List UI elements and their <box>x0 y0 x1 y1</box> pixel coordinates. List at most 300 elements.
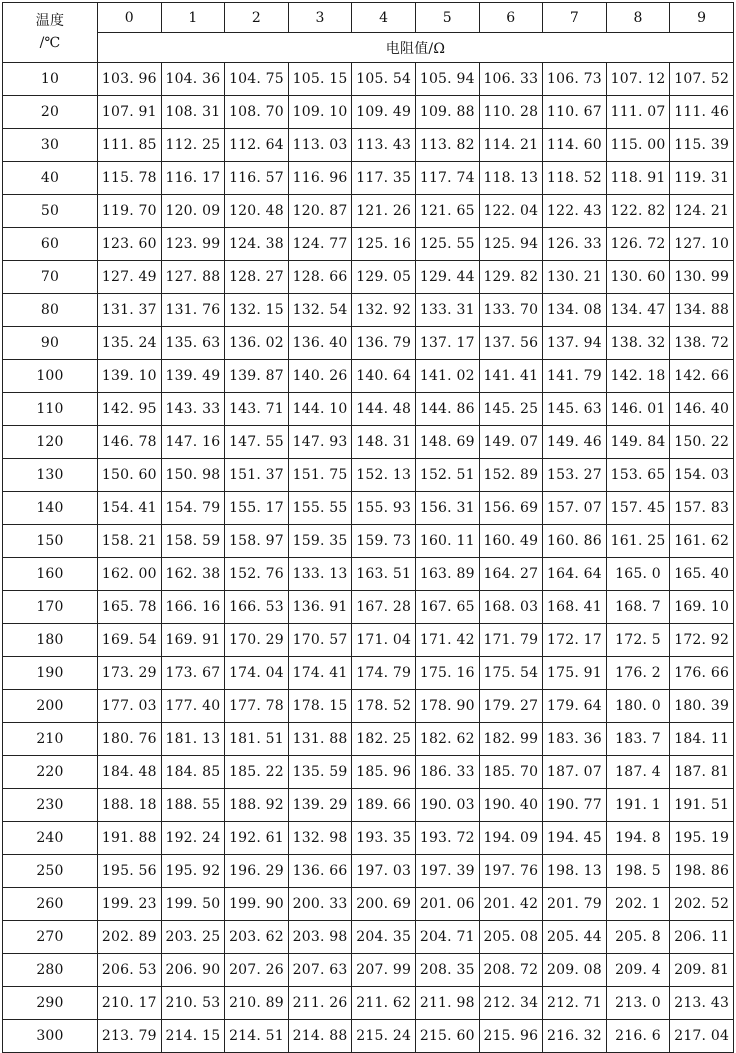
temperature-cell: 70 <box>3 261 98 294</box>
resistance-cell: 141. 41 <box>479 360 543 393</box>
resistance-cell: 134. 88 <box>670 294 734 327</box>
resistance-cell: 202. 1 <box>606 888 670 921</box>
table-row <box>3 558 734 591</box>
resistance-cell: 210. 53 <box>161 987 225 1020</box>
resistance-cell: 111. 46 <box>670 96 734 129</box>
resistance-cell: 132. 92 <box>352 294 416 327</box>
resistance-cell: 163. 51 <box>352 558 416 591</box>
resistance-cell: 197. 76 <box>479 855 543 888</box>
resistance-cell: 147. 16 <box>161 426 225 459</box>
resistance-cell: 109. 10 <box>288 96 352 129</box>
resistance-cell: 151. 75 <box>288 459 352 492</box>
resistance-cell: 129. 44 <box>415 261 479 294</box>
resistance-cell: 159. 73 <box>352 525 416 558</box>
table-row <box>3 987 734 1020</box>
resistance-cell: 177. 78 <box>225 690 289 723</box>
resistance-cell: 116. 96 <box>288 162 352 195</box>
resistance-cell: 125. 16 <box>352 228 416 261</box>
resistance-cell: 207. 63 <box>288 954 352 987</box>
resistance-cell: 182. 25 <box>352 723 416 756</box>
temperature-cell: 180 <box>3 624 98 657</box>
temperature-cell: 190 <box>3 657 98 690</box>
resistance-cell: 197. 39 <box>415 855 479 888</box>
resistance-cell: 103. 96 <box>98 63 162 96</box>
resistance-cell: 190. 03 <box>415 789 479 822</box>
resistance-cell: 139. 29 <box>288 789 352 822</box>
resistance-cell: 171. 42 <box>415 624 479 657</box>
table-row <box>3 294 734 327</box>
temperature-cell: 130 <box>3 459 98 492</box>
resistance-cell: 213. 0 <box>606 987 670 1020</box>
resistance-cell: 116. 57 <box>225 162 289 195</box>
resistance-cell: 209. 4 <box>606 954 670 987</box>
table-row <box>3 426 734 459</box>
resistance-cell: 122. 04 <box>479 195 543 228</box>
resistance-cell: 136. 40 <box>288 327 352 360</box>
resistance-cell: 143. 33 <box>161 393 225 426</box>
resistance-cell: 214. 51 <box>225 1020 289 1053</box>
resistance-cell: 207. 99 <box>352 954 416 987</box>
resistance-cell: 108. 31 <box>161 96 225 129</box>
column-header-6: 6 <box>479 3 543 33</box>
table-row <box>3 1020 734 1053</box>
resistance-cell: 111. 07 <box>606 96 670 129</box>
resistance-cell: 154. 79 <box>161 492 225 525</box>
resistance-cell: 117. 35 <box>352 162 416 195</box>
resistance-cell: 142. 95 <box>98 393 162 426</box>
table-row <box>3 954 734 987</box>
resistance-cell: 110. 28 <box>479 96 543 129</box>
resistance-cell: 165. 40 <box>670 558 734 591</box>
resistance-cell: 124. 38 <box>225 228 289 261</box>
resistance-cell: 173. 29 <box>98 657 162 690</box>
resistance-cell: 166. 16 <box>161 591 225 624</box>
resistance-cell: 139. 49 <box>161 360 225 393</box>
resistance-cell: 162. 00 <box>98 558 162 591</box>
resistance-cell: 114. 60 <box>543 129 607 162</box>
temperature-cell: 150 <box>3 525 98 558</box>
resistance-cell: 164. 64 <box>543 558 607 591</box>
resistance-cell: 131. 88 <box>288 723 352 756</box>
temperature-cell: 240 <box>3 822 98 855</box>
resistance-cell: 158. 97 <box>225 525 289 558</box>
header-row-resistance <box>3 33 734 63</box>
resistance-cell: 158. 21 <box>98 525 162 558</box>
resistance-cell: 115. 00 <box>606 129 670 162</box>
resistance-cell: 211. 62 <box>352 987 416 1020</box>
resistance-cell: 115. 39 <box>670 129 734 162</box>
column-header-1: 1 <box>161 3 225 33</box>
resistance-cell: 205. 08 <box>479 921 543 954</box>
resistance-cell: 149. 07 <box>479 426 543 459</box>
resistance-cell: 174. 79 <box>352 657 416 690</box>
table-row <box>3 624 734 657</box>
resistance-cell: 175. 91 <box>543 657 607 690</box>
resistance-cell: 136. 02 <box>225 327 289 360</box>
resistance-cell: 194. 09 <box>479 822 543 855</box>
resistance-cell: 121. 26 <box>352 195 416 228</box>
resistance-cell: 160. 11 <box>415 525 479 558</box>
resistance-cell: 183. 7 <box>606 723 670 756</box>
resistance-cell: 213. 43 <box>670 987 734 1020</box>
resistance-cell: 157. 45 <box>606 492 670 525</box>
temperature-cell: 230 <box>3 789 98 822</box>
resistance-cell: 212. 71 <box>543 987 607 1020</box>
resistance-cell: 213. 79 <box>98 1020 162 1053</box>
resistance-cell: 133. 31 <box>415 294 479 327</box>
resistance-cell: 112. 25 <box>161 129 225 162</box>
resistance-cell: 152. 51 <box>415 459 479 492</box>
resistance-cell: 122. 82 <box>606 195 670 228</box>
temperature-cell: 110 <box>3 393 98 426</box>
resistance-cell: 104. 75 <box>225 63 289 96</box>
resistance-cell: 108. 70 <box>225 96 289 129</box>
resistance-cell: 171. 79 <box>479 624 543 657</box>
resistance-cell: 193. 35 <box>352 822 416 855</box>
resistance-cell: 121. 65 <box>415 195 479 228</box>
table-row <box>3 459 734 492</box>
resistance-cell: 125. 94 <box>479 228 543 261</box>
resistance-cell: 177. 40 <box>161 690 225 723</box>
temperature-header <box>3 3 98 63</box>
resistance-cell: 120. 87 <box>288 195 352 228</box>
resistance-cell: 105. 54 <box>352 63 416 96</box>
resistance-cell: 195. 92 <box>161 855 225 888</box>
table-row <box>3 393 734 426</box>
resistance-cell: 144. 48 <box>352 393 416 426</box>
resistance-cell: 105. 94 <box>415 63 479 96</box>
table-row <box>3 162 734 195</box>
table-row <box>3 723 734 756</box>
resistance-cell: 204. 71 <box>415 921 479 954</box>
resistance-cell: 156. 69 <box>479 492 543 525</box>
resistance-cell: 204. 35 <box>352 921 416 954</box>
resistance-cell: 155. 17 <box>225 492 289 525</box>
resistance-cell: 130. 60 <box>606 261 670 294</box>
table-row <box>3 855 734 888</box>
table-row <box>3 591 734 624</box>
temperature-cell: 210 <box>3 723 98 756</box>
resistance-cell: 136. 91 <box>288 591 352 624</box>
resistance-cell: 172. 5 <box>606 624 670 657</box>
resistance-cell: 138. 32 <box>606 327 670 360</box>
resistance-cell: 168. 41 <box>543 591 607 624</box>
temperature-cell: 260 <box>3 888 98 921</box>
resistance-cell: 141. 79 <box>543 360 607 393</box>
table-row <box>3 525 734 558</box>
resistance-cell: 106. 73 <box>543 63 607 96</box>
column-header-7: 7 <box>543 3 607 33</box>
resistance-cell: 202. 89 <box>98 921 162 954</box>
resistance-cell: 170. 57 <box>288 624 352 657</box>
resistance-cell: 168. 03 <box>479 591 543 624</box>
resistance-cell: 128. 66 <box>288 261 352 294</box>
resistance-cell: 170. 29 <box>225 624 289 657</box>
resistance-cell: 138. 72 <box>670 327 734 360</box>
resistance-cell: 181. 51 <box>225 723 289 756</box>
resistance-cell: 211. 26 <box>288 987 352 1020</box>
resistance-cell: 208. 72 <box>479 954 543 987</box>
temperature-cell: 50 <box>3 195 98 228</box>
resistance-cell: 182. 99 <box>479 723 543 756</box>
resistance-cell: 206. 53 <box>98 954 162 987</box>
resistance-cell: 128. 27 <box>225 261 289 294</box>
temperature-cell: 40 <box>3 162 98 195</box>
resistance-cell: 118. 91 <box>606 162 670 195</box>
resistance-cell: 197. 03 <box>352 855 416 888</box>
resistance-cell: 136. 79 <box>352 327 416 360</box>
resistance-cell: 140. 26 <box>288 360 352 393</box>
column-header-9: 9 <box>670 3 734 33</box>
resistance-cell: 216. 32 <box>543 1020 607 1053</box>
resistance-cell: 142. 66 <box>670 360 734 393</box>
resistance-cell: 203. 25 <box>161 921 225 954</box>
table-row <box>3 129 734 162</box>
resistance-cell: 198. 13 <box>543 855 607 888</box>
resistance-cell: 150. 98 <box>161 459 225 492</box>
resistance-cell: 130. 21 <box>543 261 607 294</box>
resistance-cell: 113. 82 <box>415 129 479 162</box>
table-row <box>3 888 734 921</box>
resistance-cell: 147. 93 <box>288 426 352 459</box>
resistance-cell: 169. 54 <box>98 624 162 657</box>
temperature-cell: 290 <box>3 987 98 1020</box>
resistance-cell: 164. 27 <box>479 558 543 591</box>
resistance-cell: 169. 91 <box>161 624 225 657</box>
resistance-cell: 131. 76 <box>161 294 225 327</box>
resistance-cell: 132. 54 <box>288 294 352 327</box>
resistance-cell: 210. 17 <box>98 987 162 1020</box>
resistance-cell: 184. 85 <box>161 756 225 789</box>
resistance-cell: 125. 55 <box>415 228 479 261</box>
resistance-cell: 112. 64 <box>225 129 289 162</box>
resistance-cell: 195. 56 <box>98 855 162 888</box>
resistance-cell: 133. 13 <box>288 558 352 591</box>
resistance-cell: 148. 31 <box>352 426 416 459</box>
resistance-cell: 178. 52 <box>352 690 416 723</box>
resistance-cell: 107. 52 <box>670 63 734 96</box>
resistance-cell: 193. 72 <box>415 822 479 855</box>
temperature-cell: 220 <box>3 756 98 789</box>
resistance-cell: 119. 70 <box>98 195 162 228</box>
resistance-cell: 129. 82 <box>479 261 543 294</box>
resistance-cell: 144. 10 <box>288 393 352 426</box>
resistance-cell: 203. 98 <box>288 921 352 954</box>
resistance-cell: 174. 04 <box>225 657 289 690</box>
resistance-cell: 158. 59 <box>161 525 225 558</box>
resistance-cell: 123. 60 <box>98 228 162 261</box>
resistance-cell: 194. 8 <box>606 822 670 855</box>
resistance-cell: 198. 5 <box>606 855 670 888</box>
resistance-cell: 139. 87 <box>225 360 289 393</box>
resistance-cell: 145. 63 <box>543 393 607 426</box>
resistance-cell: 124. 21 <box>670 195 734 228</box>
resistance-cell: 209. 08 <box>543 954 607 987</box>
table-row <box>3 96 734 129</box>
resistance-cell: 116. 17 <box>161 162 225 195</box>
table-row <box>3 789 734 822</box>
resistance-cell: 186. 33 <box>415 756 479 789</box>
column-header-2: 2 <box>225 3 289 33</box>
resistance-cell: 185. 70 <box>479 756 543 789</box>
resistance-cell: 130. 99 <box>670 261 734 294</box>
resistance-cell: 214. 15 <box>161 1020 225 1053</box>
table-row <box>3 756 734 789</box>
resistance-cell: 205. 44 <box>543 921 607 954</box>
resistance-cell: 181. 13 <box>161 723 225 756</box>
resistance-cell: 137. 94 <box>543 327 607 360</box>
resistance-cell: 201. 06 <box>415 888 479 921</box>
table-row <box>3 261 734 294</box>
resistance-header: 电阻值/Ω <box>98 33 734 63</box>
resistance-cell: 173. 67 <box>161 657 225 690</box>
resistance-cell: 135. 59 <box>288 756 352 789</box>
resistance-cell: 147. 55 <box>225 426 289 459</box>
resistance-cell: 144. 86 <box>415 393 479 426</box>
table-row <box>3 195 734 228</box>
temperature-cell: 140 <box>3 492 98 525</box>
temperature-cell: 60 <box>3 228 98 261</box>
resistance-cell: 187. 81 <box>670 756 734 789</box>
resistance-cell: 110. 67 <box>543 96 607 129</box>
table-row <box>3 822 734 855</box>
header-row-digits <box>3 3 734 33</box>
resistance-cell: 202. 52 <box>670 888 734 921</box>
resistance-cell: 139. 10 <box>98 360 162 393</box>
resistance-cell: 215. 24 <box>352 1020 416 1053</box>
temperature-cell: 10 <box>3 63 98 96</box>
resistance-cell: 114. 21 <box>479 129 543 162</box>
resistance-cell: 178. 90 <box>415 690 479 723</box>
resistance-cell: 175. 16 <box>415 657 479 690</box>
resistance-cell: 200. 33 <box>288 888 352 921</box>
resistance-cell: 149. 84 <box>606 426 670 459</box>
column-header-3: 3 <box>288 3 352 33</box>
resistance-cell: 174. 41 <box>288 657 352 690</box>
table-row <box>3 921 734 954</box>
resistance-cell: 172. 92 <box>670 624 734 657</box>
resistance-cell: 129. 05 <box>352 261 416 294</box>
resistance-cell: 134. 47 <box>606 294 670 327</box>
resistance-cell: 203. 62 <box>225 921 289 954</box>
resistance-cell: 155. 55 <box>288 492 352 525</box>
resistance-cell: 150. 22 <box>670 426 734 459</box>
temperature-cell: 280 <box>3 954 98 987</box>
resistance-cell: 120. 48 <box>225 195 289 228</box>
resistance-cell: 167. 65 <box>415 591 479 624</box>
resistance-cell: 194. 45 <box>543 822 607 855</box>
resistance-cell: 191. 51 <box>670 789 734 822</box>
resistance-cell: 105. 15 <box>288 63 352 96</box>
resistance-cell: 123. 99 <box>161 228 225 261</box>
resistance-cell: 184. 48 <box>98 756 162 789</box>
resistance-cell: 104. 36 <box>161 63 225 96</box>
resistance-cell: 107. 12 <box>606 63 670 96</box>
resistance-cell: 180. 0 <box>606 690 670 723</box>
resistance-cell: 195. 19 <box>670 822 734 855</box>
resistance-cell: 137. 17 <box>415 327 479 360</box>
column-header-0: 0 <box>98 3 162 33</box>
resistance-cell: 171. 04 <box>352 624 416 657</box>
resistance-cell: 176. 2 <box>606 657 670 690</box>
resistance-cell: 132. 98 <box>288 822 352 855</box>
resistance-cell: 206. 11 <box>670 921 734 954</box>
resistance-cell: 154. 41 <box>98 492 162 525</box>
column-header-8: 8 <box>606 3 670 33</box>
table-row <box>3 690 734 723</box>
resistance-cell: 111. 85 <box>98 129 162 162</box>
resistance-cell: 113. 43 <box>352 129 416 162</box>
resistance-cell: 160. 49 <box>479 525 543 558</box>
resistance-cell: 122. 43 <box>543 195 607 228</box>
resistance-cell: 159. 35 <box>288 525 352 558</box>
resistance-cell: 179. 64 <box>543 690 607 723</box>
resistance-cell: 152. 13 <box>352 459 416 492</box>
resistance-cell: 217. 04 <box>670 1020 734 1053</box>
resistance-cell: 210. 89 <box>225 987 289 1020</box>
resistance-cell: 155. 93 <box>352 492 416 525</box>
resistance-cell: 127. 88 <box>161 261 225 294</box>
table-row <box>3 228 734 261</box>
resistance-cell: 127. 10 <box>670 228 734 261</box>
resistance-cell: 113. 03 <box>288 129 352 162</box>
resistance-cell: 146. 40 <box>670 393 734 426</box>
resistance-cell: 149. 46 <box>543 426 607 459</box>
resistance-cell: 115. 78 <box>98 162 162 195</box>
temperature-cell: 80 <box>3 294 98 327</box>
resistance-cell: 180. 76 <box>98 723 162 756</box>
resistance-cell: 157. 83 <box>670 492 734 525</box>
resistance-cell: 117. 74 <box>415 162 479 195</box>
temperature-header-label: 温度 <box>35 12 65 29</box>
resistance-cell: 153. 65 <box>606 459 670 492</box>
resistance-cell: 192. 24 <box>161 822 225 855</box>
resistance-cell: 136. 66 <box>288 855 352 888</box>
resistance-cell: 120. 09 <box>161 195 225 228</box>
resistance-cell: 106. 33 <box>479 63 543 96</box>
resistance-cell: 118. 13 <box>479 162 543 195</box>
temperature-cell: 90 <box>3 327 98 360</box>
resistance-cell: 165. 78 <box>98 591 162 624</box>
temperature-cell: 160 <box>3 558 98 591</box>
resistance-cell: 146. 01 <box>606 393 670 426</box>
resistance-cell: 180. 39 <box>670 690 734 723</box>
resistance-cell: 199. 50 <box>161 888 225 921</box>
resistance-cell: 185. 96 <box>352 756 416 789</box>
temperature-cell: 270 <box>3 921 98 954</box>
resistance-cell: 191. 1 <box>606 789 670 822</box>
resistance-cell: 189. 66 <box>352 789 416 822</box>
resistance-cell: 157. 07 <box>543 492 607 525</box>
resistance-cell: 153. 27 <box>543 459 607 492</box>
table-row <box>3 327 734 360</box>
resistance-cell: 209. 81 <box>670 954 734 987</box>
resistance-cell: 188. 92 <box>225 789 289 822</box>
resistance-cell: 184. 11 <box>670 723 734 756</box>
resistance-cell: 126. 33 <box>543 228 607 261</box>
temperature-cell: 170 <box>3 591 98 624</box>
resistance-cell: 199. 90 <box>225 888 289 921</box>
resistance-cell: 190. 77 <box>543 789 607 822</box>
resistance-cell: 145. 25 <box>479 393 543 426</box>
resistance-cell: 208. 35 <box>415 954 479 987</box>
resistance-cell: 168. 7 <box>606 591 670 624</box>
column-header-5: 5 <box>415 3 479 33</box>
temperature-cell: 20 <box>3 96 98 129</box>
temperature-cell: 250 <box>3 855 98 888</box>
resistance-cell: 124. 77 <box>288 228 352 261</box>
resistance-cell: 137. 56 <box>479 327 543 360</box>
